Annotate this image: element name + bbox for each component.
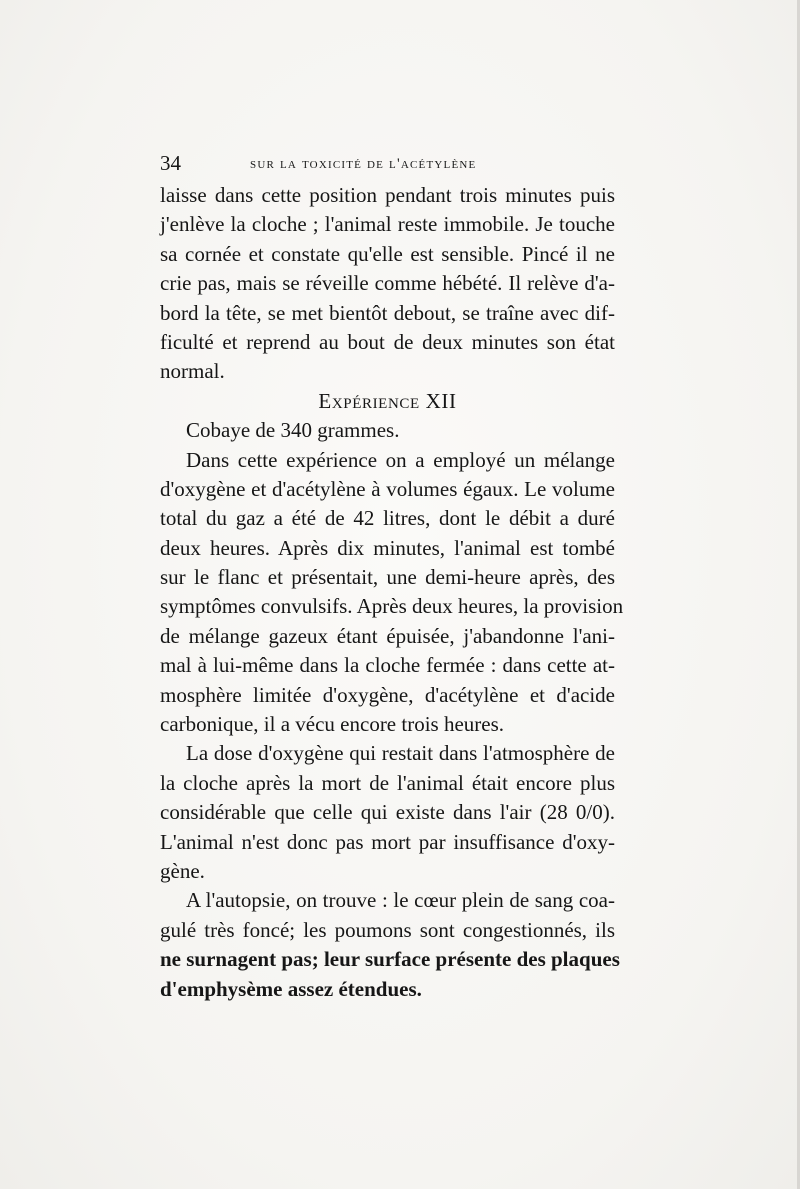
- text-line: d'oxygène et d'acétylène à volumes égaux. Le volume: [160, 476, 615, 501]
- text-line: ne surnagent pas; leur surface présente des plaques: [160, 947, 620, 972]
- text-line: sa cornée et constate qu'elle est sensible. Pincé il ne: [160, 241, 615, 266]
- text-line: normal.: [160, 359, 225, 384]
- text-line: Cobaye de 340 grammes.: [186, 418, 400, 443]
- text-line: symptômes convulsifs. Après deux heures, la provision: [160, 594, 624, 619]
- text-line: La dose d'oxygène qui restait dans l'atmosphère de: [186, 741, 615, 766]
- body-text: [160, 181, 624, 1004]
- text-line: crie pas, mais se réveille comme hébété. Il relève d'a-: [160, 271, 615, 296]
- text-line: mosphère limitée d'oxygène, d'acétylène et d'acide: [160, 682, 615, 707]
- page-header: [160, 150, 615, 176]
- text-line: d'emphysème assez étendues.: [160, 976, 422, 1001]
- text-line: j'enlève la cloche ; l'animal reste immobile. Je touche: [160, 212, 615, 237]
- text-line: considérable que celle qui existe dans l'air (28 0/0).: [160, 800, 615, 825]
- text-line: bord la tête, se met bientôt debout, se traîne avec dif-: [160, 300, 615, 325]
- text-line: A l'autopsie, on trouve : le cœur plein de sang coa-: [186, 888, 615, 913]
- text-line: gène.: [160, 858, 205, 883]
- text-line: deux heures. Après dix minutes, l'animal est tombé: [160, 535, 615, 560]
- text-line: laisse dans cette position pendant trois minutes puis: [160, 183, 615, 207]
- page-number: 34: [160, 151, 181, 175]
- text-line: total du gaz a été de 42 litres, dont le débit a duré: [160, 506, 615, 531]
- text-line: L'animal n'est donc pas mort par insuffisance d'oxy-: [160, 829, 615, 854]
- running-title: sur la toxicité de l'acétylène: [250, 156, 477, 172]
- text-line: la cloche après la mort de l'animal était encore plus: [160, 770, 615, 795]
- text-line: sur le flanc et présentait, une demi-heure après, des: [160, 565, 615, 590]
- text-line: de mélange gazeux étant épuisée, j'abandonne l'ani-: [160, 623, 615, 648]
- text-line: carbonique, il a vécu encore trois heures.: [160, 712, 505, 737]
- text-line: ficulté et reprend au bout de deux minutes son état: [160, 329, 615, 354]
- text-line: gulé très foncé; les poumons sont congestionnés, ils: [160, 917, 615, 942]
- text-line: Dans cette expérience on a employé un mélange: [186, 447, 615, 472]
- section-heading: Expérience XII: [318, 388, 457, 413]
- text-line: mal à lui-même dans la cloche fermée : dans cette at-: [160, 653, 615, 678]
